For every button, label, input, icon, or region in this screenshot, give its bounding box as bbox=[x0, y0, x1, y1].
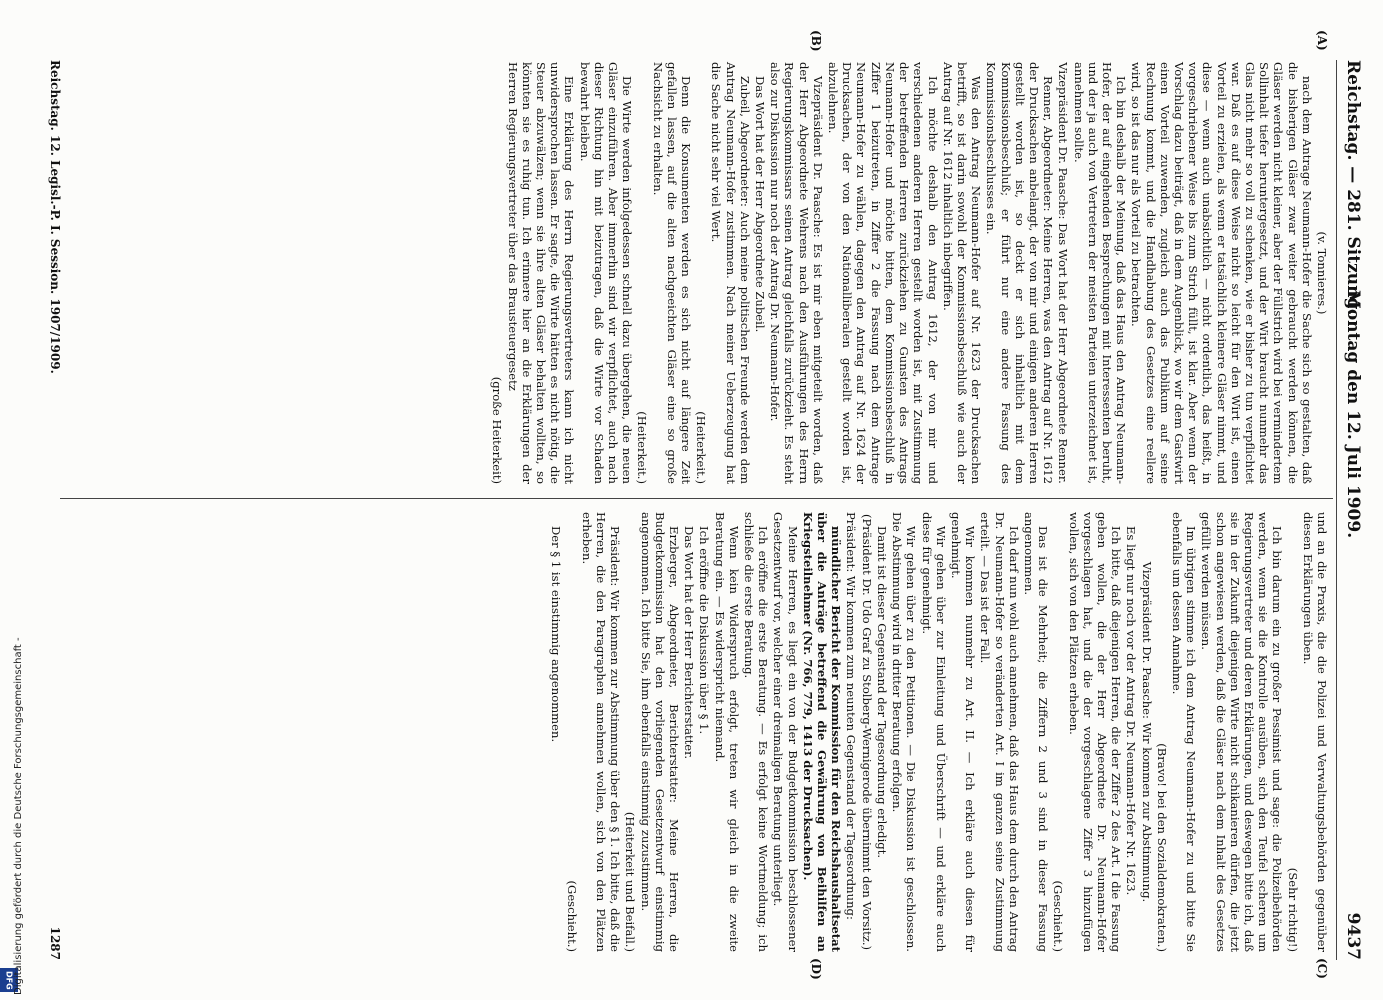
paragraph: Vizepräsident Dr. Paasche: Es ist mir eben mitgeteilt worden, daß der Herr Abgeordnete Wehrens nach den Ausführungen des Herrn Regierungskommissars seinen Antrag gleichfalls zurückzieht. Es steht also zur Diskussion nur noch der Antrag Dr. Neumann-Hofer. bbox=[768, 62, 825, 484]
paragraph: Was den Antrag Neumann-Hofer auf Nr. 1623 der Drucksachen betrifft, so ist darin sowohl der Kommissionsbeschluß wie auch der Antrag auf Nr. 1612 inhaltlich inbegriffen. bbox=[940, 62, 984, 484]
paragraph: (Heiterkeit und Beifall.) bbox=[623, 811, 638, 952]
paragraph: Das Wort hat der Herr Abgeordnete Zubeil. bbox=[753, 76, 768, 333]
paragraph: Erzberger, Abgeordneter, Berichterstatter: Meine Herren, die Budgetkommission hat den vorliegenden Gesetzentwurf einstimmig angenommen. Ich bitte Sie, ihm ebenfalls einstimmig zuzustimmen. bbox=[638, 512, 682, 952]
header-rule bbox=[1336, 60, 1337, 960]
margin-marker-c: (C) bbox=[1315, 958, 1329, 979]
right-text-column bbox=[548, 512, 1329, 952]
paragraph: Eine Erklärung des Herrn Regierungsvertreters kann ich nicht unwidersprochen lassen. Er sagte, die Wirte hätten es nicht nötig, die Steuer abzuwälzen; wenn sie ihre alten Gläser behalten wollten, so könnten sie es ruhig tun. Ich erinnere hier an die Erklärungen der Herren Regierungsvertreter über das Brausteuergesetz bbox=[505, 62, 577, 484]
paragraph: (Sehr richtig!) bbox=[1285, 867, 1300, 952]
digitization-note bbox=[6, 0, 24, 995]
paragraph: (Präsident Dr. Udo Graf zu Stolberg-Wernigerode übernimmt den Vorsitz.) bbox=[859, 513, 874, 951]
paragraph: Es liegt nur noch vor der Antrag Dr. Neumann-Hofer Nr. 1623. bbox=[1124, 526, 1139, 896]
paragraph: (Heiterkeit.) bbox=[635, 411, 650, 484]
page-header bbox=[1335, 60, 1369, 960]
paragraph: Das Wort hat der Herr Berichterstatter. bbox=[682, 526, 697, 760]
paragraph: Ich darf nun wohl auch annehmen, daß das Haus dem durch den Antrag Dr. Neumann-Hofer so veränderten Art. I im ganzen seine Zustimmung erteilt. — Das ist der Fall. bbox=[978, 512, 1021, 952]
paragraph: Wir gehen über zu den Petitionen. — Die Diskussion ist geschlossen. Die Abstimmung wird in dritter Beratung erfolgen. bbox=[890, 512, 919, 952]
header-page-number: 9437 bbox=[1343, 912, 1363, 960]
footer-legislature: Reichstag. 12. Legisl.-P. I. Session. 1907/1909. bbox=[48, 60, 62, 374]
paragraph: Meine Herren, es liegt ein von der Budgetkommission beschlossener Gesetzentwurf vor, welcher einer dreimaligen Beratung unterliegt. bbox=[771, 512, 800, 952]
column-separator bbox=[60, 498, 1333, 499]
paragraph: Vizepräsident Dr. Paasche: Wir kommen zur Abstimmung. bbox=[1139, 561, 1154, 903]
margin-marker-a: (A) bbox=[1315, 30, 1329, 51]
paragraph: und an die Praxis, die die Polizei und Verwaltungsbehörden gegenüber diesen Erklärungen üben. bbox=[1300, 512, 1329, 952]
paragraph: Das ist die Mehrheit; die Ziffern 2 und 3 sind in dieser Fassung angenommen. bbox=[1021, 512, 1051, 952]
paragraph: Ich eröffne die erste Beratung. — Es erfolgt keine Wortmeldung; ich schließe die erste Beratung. bbox=[742, 512, 771, 952]
paragraph: (große Heiterkeit) bbox=[490, 376, 505, 484]
paragraph: Wir kommen nunmehr zu Art. II. — Ich erkläre auch diesen für genehmigt. bbox=[948, 512, 978, 952]
paragraph: (Geschieht.) bbox=[1051, 880, 1066, 952]
paragraph: Vizepräsident Dr. Paasche: Das Wort hat der Herr Abgeordnete Renner. bbox=[1056, 62, 1071, 484]
paragraph: Renner, Abgeordneter: Meine Herren, was den Antrag auf Nr. 1612 der Drucksachen anbelangt, der von mir und einigen anderen Herren gestellt worden ist, so deckt er sich inhaltlich mit dem Kommissionsbeschluß; er führt nur eine andere Fassung des Kommissionsbeschlusses ein. bbox=[984, 62, 1056, 484]
page-footer bbox=[46, 60, 62, 960]
paragraph: Präsident: Wir kommen zur Abstimmung über den § 1. Ich bitte, daß die Herren, die den Paragraphen annehmen wollen, sich von den Plätzen erheben. bbox=[579, 512, 623, 952]
paragraph: (Bravo! bei den Sozialdemokraten.) bbox=[1154, 743, 1169, 952]
paragraph: Der § 1 ist einstimmig angenommen. bbox=[549, 526, 564, 743]
paragraph: Im übrigen stimme ich dem Antrag Neumann-Hofer zu und bitte Sie ebenfalls um dessen Annahme. bbox=[1169, 512, 1199, 952]
margin-marker-d: (D) bbox=[809, 958, 823, 980]
paragraph: mündlicher Bericht der Kommission für den Reichshaushaltsetat über die Anträge betreffend die Gewährung von Beihilfen an Kriegsteilnehmer (Nr. 766, 779, 1413 der Drucksachen). bbox=[800, 512, 844, 952]
paragraph: Ich möchte deshalb den Antrag 1612, der von mir und verschiedenen anderen Herren gestellt worden ist, mit Zustimmung der betreffenden Herren zurückziehen zu Gunsten des Antrags Neumann-Hofer und möchte bitten, dem Kommissionsbeschluß in Ziffer 1 beizutreten, in Ziffer 2 die Fassung nach dem Antrage Neumann-Hofer zu wählen, dagegen den Antrag auf Nr. 1624 der Drucksachen, der von den Nationalliberalen gestellt worden ist, abzulehnen. bbox=[826, 62, 940, 484]
paragraph: Wir gehen über zur Einleitung und Überschrift — und erkläre auch diese für genehmigt. bbox=[919, 512, 948, 952]
paragraph: (v. Tonnieres.) bbox=[1315, 231, 1329, 315]
header-date: Montag den 12. Juli 1909. bbox=[1343, 290, 1363, 539]
paragraph: Damit ist dieser Gegenstand der Tagesordnung erledigt. bbox=[874, 526, 889, 859]
margin-marker-b: (B) bbox=[809, 30, 823, 52]
dfg-logo: DFG bbox=[0, 968, 18, 992]
paragraph: nach dem Antrage Neumann-Hofer die Sache sich so gestalten, daß die bisherigen Gläser zwar weiter gebraucht werden können, die Gläser werden nicht kleiner, aber der Füllstrich wird bei vermindertem Sollinhalt tiefer heruntergesetzt, und der Wirt braucht nunmehr das Glas nicht mehr so voll zu schenken, wie er bisher zu tun verpflichtet war. Daß es auf diese Weise nicht so leicht für den Wirt ist, einen Vorteil zu erzielen, als wenn er tatsächlich kleinere Gläser nimmt, und diese — wenn auch unabsichtlich — nicht ordentlich, das heißt, in vorgeschriebener Weise bis zum Strich füllt, ist klar. Aber wenn der Vorschlag dazu beiträgt, daß in dem Augenblick, wo wir dem Gastwirt einen Vorteil zuwenden, zugleich auch das Publikum auf seine Rechnung kommt, und die Handhabung des Gesetzes eine reellere wird, so ist das nur als Vorteil zu betrachten. bbox=[1129, 62, 1314, 484]
paragraph: (Geschieht.) bbox=[564, 880, 579, 952]
paragraph: Präsident: Wir kommen zum neunten Gegenstand der Tagesordnung: bbox=[844, 512, 859, 920]
paragraph: Die Wirte werden infolgedessen schnell dazu übergehen, die neuen Gläser einzuführen. Aber immerhin sind wir verpflichtet, auch nach dieser Richtung hin mit beizutragen, daß die Wirte vor Schaden bewahrt bleiben. bbox=[577, 62, 635, 484]
digitization-note-text: Digitalisierung gefördert durch die Deutsche Forschungsgemeinschaft - bbox=[13, 637, 24, 995]
paragraph: Ich bitte, daß diejenigen Herren, die der Ziffer 2 des Art. I die Fassung geben wollen, die der Herr Abgeordnete Dr. Neumann-Hofer vorgeschlagen hat, und die der vorgeschlagene Ziffer 3 hinzufügen wollen, sich von den Plätzen erheben. bbox=[1066, 512, 1124, 952]
paragraph: Ich eröffne die Diskussion über § 1. bbox=[697, 526, 712, 735]
footer-page-number: 1287 bbox=[48, 926, 62, 960]
paragraph: Wenn kein Widerspruch erfolgt, treten wir gleich in die zweite Beratung ein. — Es widerspricht niemand. bbox=[712, 512, 741, 952]
header-session: Reichstag. — 281. Sitzung. bbox=[1343, 60, 1363, 316]
paragraph: Ich bin deshalb der Meinung, daß das Haus den Antrag Neumann-Hofer, der auf eingehenden Besprechungen mit Interessenten beruht, und der ja auch von Vertretern der meisten Parteien unterzeichnet ist, annehmen sollte. bbox=[1071, 62, 1129, 484]
paragraph: (Heiterkeit.) bbox=[694, 411, 709, 484]
paragraph: Zubeil, Abgeordneter: Auch meine politischen Freunde werden dem Antrag Neumann-Hofer zustimmen. Nach meiner Ueberzeugung hat die Sache nicht sehr viel Wert. bbox=[709, 62, 752, 484]
paragraph: Ich bin darum ein zu großer Pessimist und sage: die Polizeibehörden werden, wenn sie die Kontrolle ausüben, sich den Teufel scheren um Regierungsvertreter und deren Erklärungen, und deswegen bitte ich, daß sie in der Zukunft diejenigen Wirte nicht schikanieren dürfen, die jetzt schon angewiesen werden, daß die Gläser nach dem Inhalt des Gesetzes gefüllt werden müssen. bbox=[1199, 512, 1285, 952]
paragraph: Denn die Konsumenten werden es sich nicht auf längere Zeit gefallen lassen, auf die alten nachgeeichten Gläser eine so große Nachsicht zu erhalten. bbox=[650, 62, 694, 484]
left-text-column bbox=[489, 62, 1329, 484]
